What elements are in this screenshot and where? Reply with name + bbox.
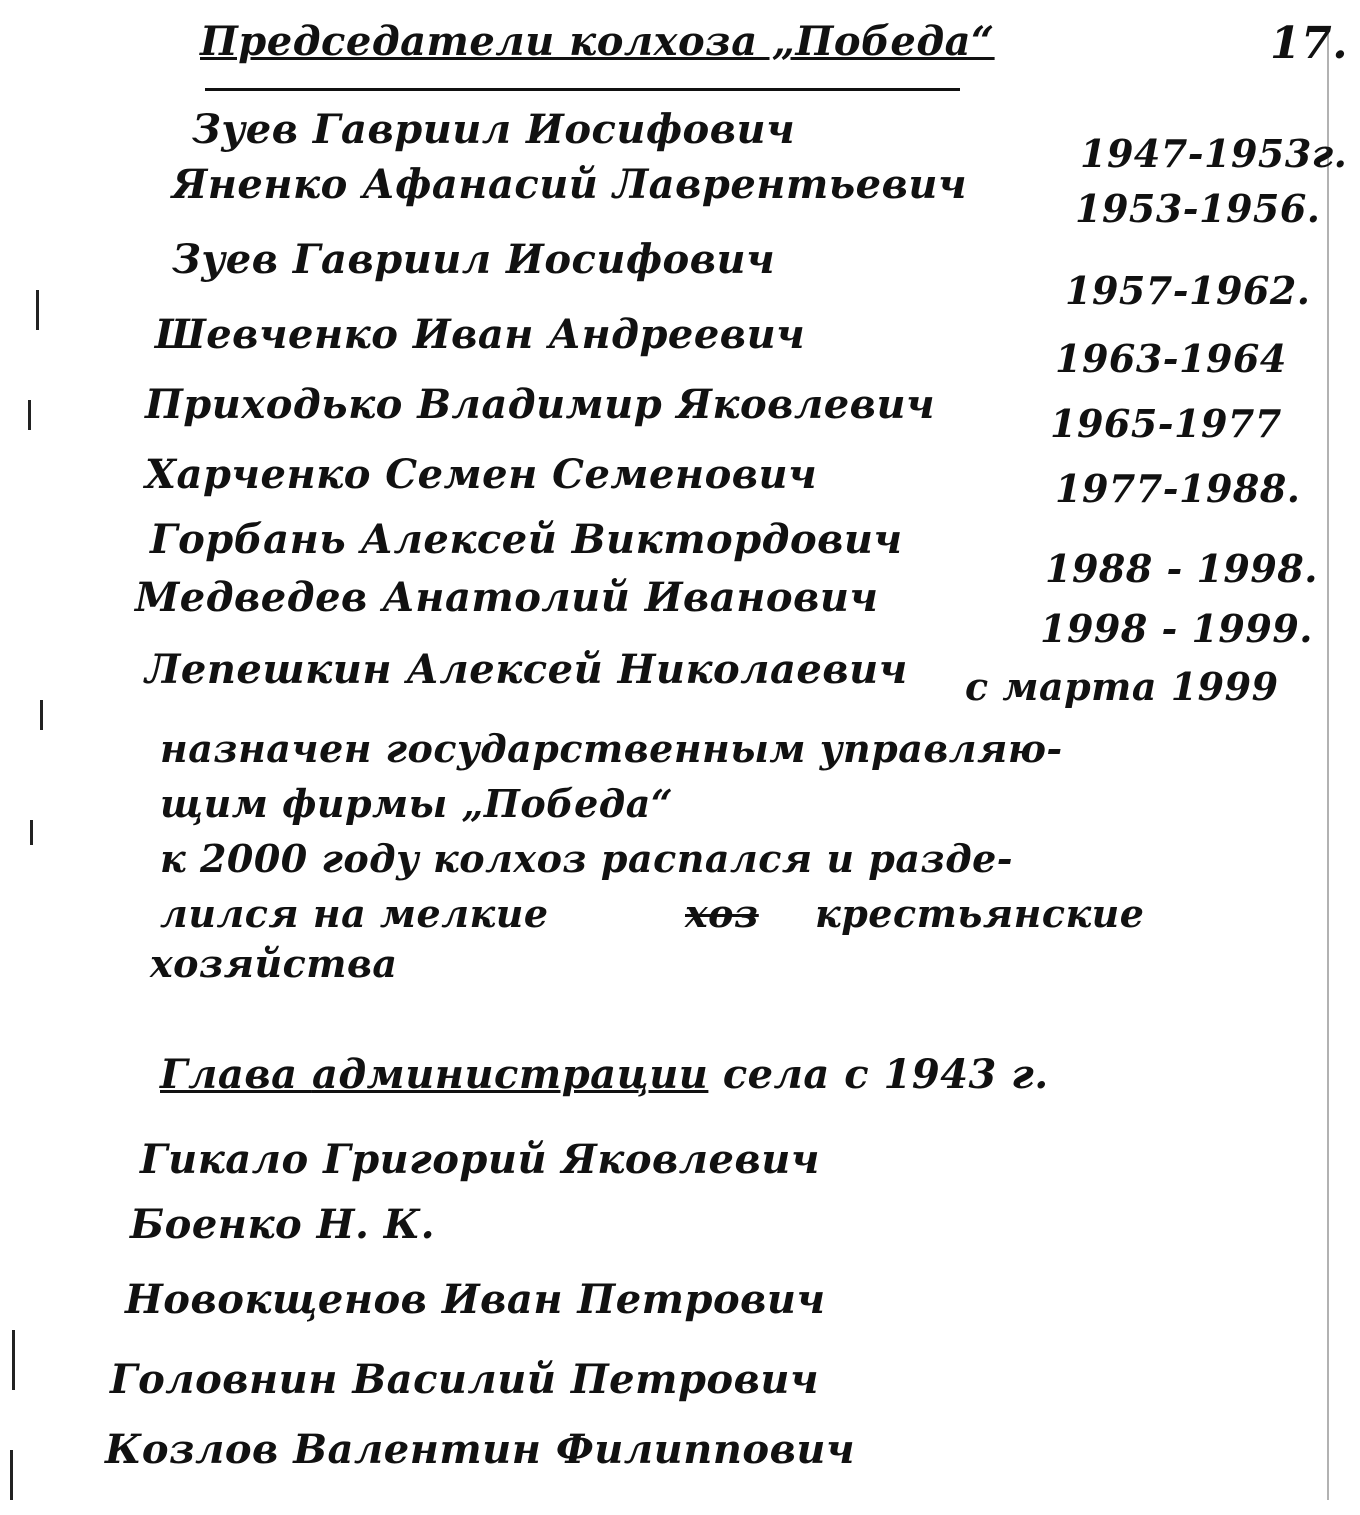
note-line: хозяйства (150, 941, 398, 986)
section-heading (160, 1051, 1049, 1098)
title-rule (205, 88, 960, 91)
chairman-name: Харченко Семен Семенович (145, 451, 818, 498)
head-name: Головнин Василий Петрович (110, 1356, 820, 1403)
head-name: Боенко Н. К. (130, 1201, 436, 1248)
note-line: крестьянские (815, 891, 1145, 936)
chairman-years: 1965-1977 (1050, 401, 1282, 446)
note-line: лился на мелкие (160, 891, 549, 936)
note-line: щим фирмы „Победа“ (160, 781, 674, 826)
scan-edge-mark (30, 820, 33, 845)
chairman-name: Яненко Афанасий Лаврентьевич (172, 161, 968, 208)
scan-edge-mark (36, 290, 39, 330)
section-heading-part: администрации (311, 1051, 709, 1098)
chairman-years: 1977-1988. (1055, 466, 1301, 511)
page-title: Председатели колхоза „Победа“ (200, 18, 995, 65)
chairman-name: Зуев Гавриил Иосифович (172, 236, 776, 283)
note-line: к 2000 году колхоз распался и разде- (160, 836, 1014, 881)
chairman-name: Шевченко Иван Андреевич (155, 311, 806, 358)
scan-edge-mark (40, 700, 43, 730)
chairman-years: 1988 - 1998. (1045, 546, 1318, 591)
section-heading-part: Глава (160, 1051, 312, 1098)
chairman-years: с марта 1999 (965, 664, 1279, 709)
chairman-years: 1947-1953г. (1080, 131, 1348, 176)
scan-edge-mark (1327, 30, 1329, 1500)
scan-edge-mark (28, 400, 31, 430)
chairman-name: Лепешкин Алексей Николаевич (145, 646, 908, 693)
page-number: 17. (1270, 18, 1349, 69)
chairman-name: Горбань Алексей Виктордович (150, 516, 903, 563)
scan-edge-mark (10, 1450, 13, 1500)
struck-word: хоз (685, 891, 759, 936)
chairman-years: 1998 - 1999. (1040, 606, 1313, 651)
section-heading-part: села с 1943 г. (708, 1051, 1049, 1098)
chairman-name: Медведев Анатолий Иванович (135, 574, 879, 621)
scan-edge-mark (12, 1330, 15, 1390)
head-name: Новокщенов Иван Петрович (125, 1276, 826, 1323)
note-line: назначен государственным управляю- (160, 726, 1063, 771)
head-name: Гикало Григорий Яковлевич (140, 1136, 820, 1183)
chairman-years: 1963-1964 (1055, 336, 1287, 381)
chairman-name: Приходько Владимир Яковлевич (145, 381, 936, 428)
chairman-years: 1953-1956. (1075, 186, 1321, 231)
chairman-years: 1957-1962. (1065, 268, 1311, 313)
head-name: Козлов Валентин Филиппович (105, 1426, 856, 1473)
chairman-name: Зуев Гавриил Иосифович (192, 106, 796, 153)
